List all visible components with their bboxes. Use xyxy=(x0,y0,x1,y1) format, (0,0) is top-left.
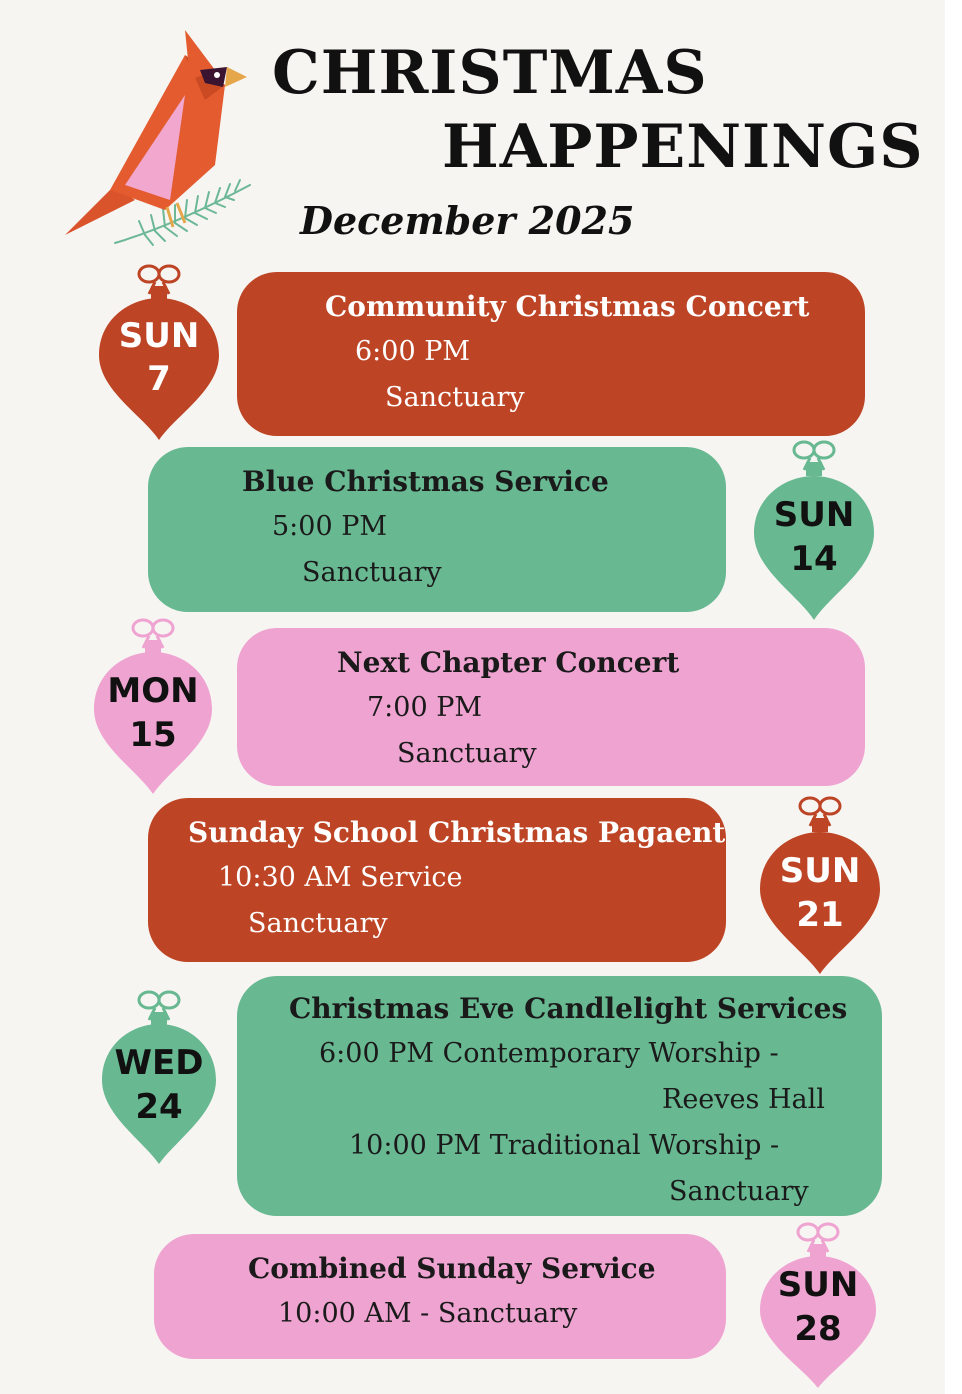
event-time: 10:30 AM Service xyxy=(218,862,463,893)
date-ornament-sun-14 xyxy=(752,436,876,622)
event-time: 5:00 PM xyxy=(272,511,388,542)
event-card-combined-service xyxy=(154,1234,726,1359)
date-ornament-sun-28 xyxy=(758,1218,878,1390)
ornament-date: 14 xyxy=(790,539,838,579)
event-time-contemporary: 6:00 PM Contemporary Worship - xyxy=(319,1038,779,1069)
ornament-date: 15 xyxy=(129,715,177,755)
event-location-sanctuary: Sanctuary xyxy=(669,1176,809,1207)
event-title: Combined Sunday Service xyxy=(248,1252,656,1285)
event-location: Sanctuary xyxy=(302,557,442,588)
ornament-date: 24 xyxy=(135,1087,183,1127)
ornament-day: WED xyxy=(114,1043,204,1083)
date-ornament-mon-15 xyxy=(92,614,214,796)
event-card-blue-christmas xyxy=(148,447,726,612)
event-location: Sanctuary xyxy=(248,908,388,939)
date-ornament-wed-24 xyxy=(100,986,218,1166)
event-title: Community Christmas Concert xyxy=(325,290,810,323)
event-location: Sanctuary xyxy=(385,382,525,413)
event-location: Sanctuary xyxy=(397,738,537,769)
ornament-day: SUN xyxy=(779,851,861,891)
title-line-1: CHRISTMAS xyxy=(272,38,708,108)
ornament-date: 28 xyxy=(794,1309,842,1349)
ornament-day: SUN xyxy=(773,495,855,535)
date-ornament-sun-21 xyxy=(758,792,882,976)
event-time: 7:00 PM xyxy=(367,692,483,723)
event-location-reeves: Reeves Hall xyxy=(662,1084,825,1115)
event-time: 6:00 PM xyxy=(355,336,471,367)
ornament-date: 7 xyxy=(147,359,171,399)
event-card-community-concert xyxy=(237,272,865,436)
ornament-day: SUN xyxy=(118,316,200,356)
event-title: Blue Christmas Service xyxy=(242,465,609,498)
cardinal-icon xyxy=(55,25,265,265)
event-time-traditional: 10:00 PM Traditional Worship - xyxy=(349,1130,780,1161)
title-line-2: HAPPENINGS xyxy=(442,112,924,182)
ornament-day: MON xyxy=(107,671,199,711)
event-time-location: 10:00 AM - Sanctuary xyxy=(278,1298,578,1329)
ornament-date: 21 xyxy=(796,895,844,935)
event-title: Christmas Eve Candlelight Services xyxy=(289,992,848,1025)
event-title: Sunday School Christmas Pagaent xyxy=(188,816,726,849)
ornament-day: SUN xyxy=(777,1265,859,1305)
event-card-pageant xyxy=(148,798,726,962)
subtitle-month: December 2025 xyxy=(300,198,635,243)
event-card-next-chapter xyxy=(237,628,865,786)
event-title: Next Chapter Concert xyxy=(337,646,680,679)
event-card-christmas-eve xyxy=(237,976,882,1216)
date-ornament-sun-7 xyxy=(97,260,221,442)
